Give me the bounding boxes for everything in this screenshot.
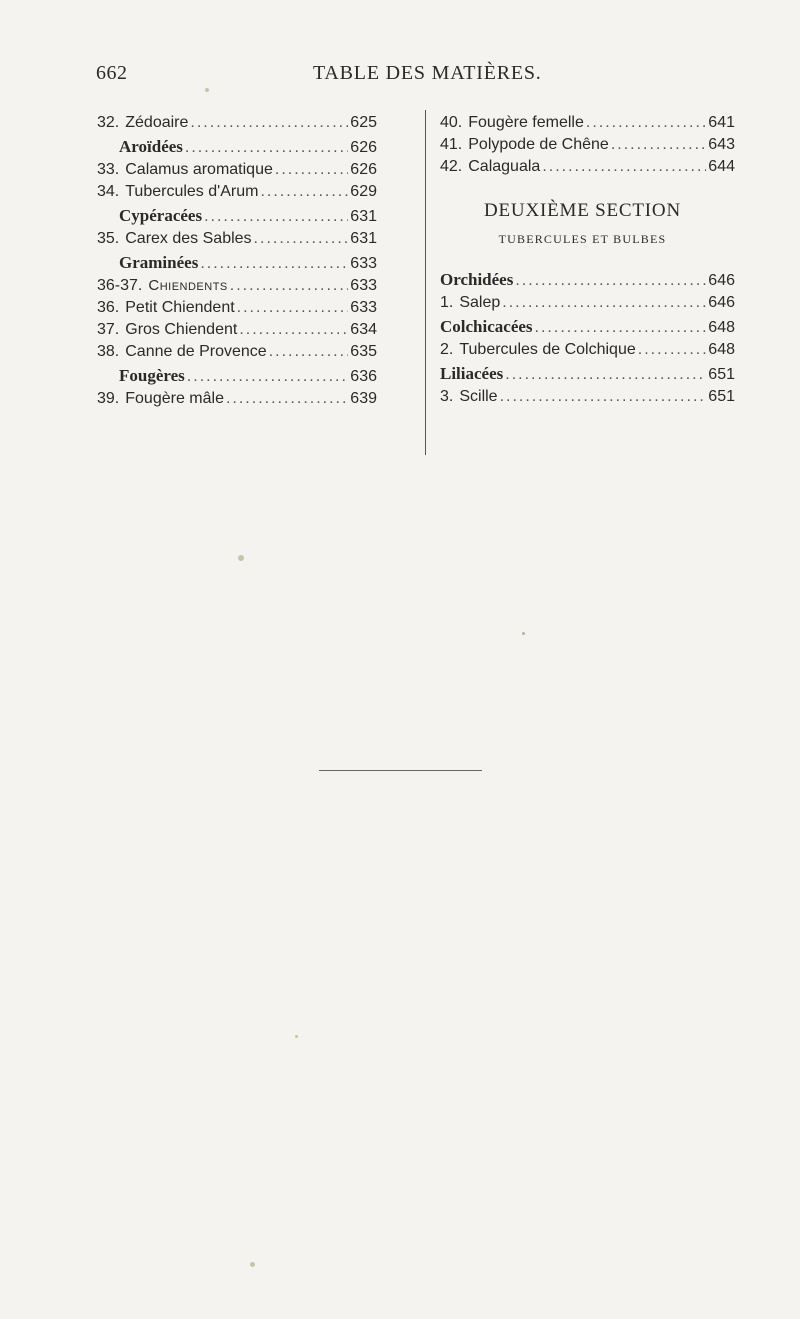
dot-leader — [502, 292, 706, 314]
toc-entry — [97, 275, 377, 297]
dot-leader — [638, 339, 707, 361]
entry-label: Tubercules d'Arum — [125, 183, 259, 200]
section-subtitle: TUBERCULES ET BULBES — [498, 232, 667, 246]
entry-label: Zédoaire — [125, 114, 189, 131]
family-label: Cypéracées — [119, 206, 203, 225]
entry-page: 641 — [708, 114, 735, 131]
entry-label: Fougère mâle — [125, 390, 224, 407]
entry-page: 633 — [350, 299, 377, 316]
toc-left-column — [97, 112, 377, 410]
toc-entry — [440, 386, 735, 408]
toc-entry — [97, 319, 377, 341]
entry-label: Salep — [459, 294, 501, 311]
entry-number: 39. — [97, 390, 120, 407]
entry-page: 633 — [350, 277, 377, 294]
entry-page: 639 — [350, 390, 377, 407]
entry-number: 33. — [97, 161, 120, 178]
dot-leader — [500, 386, 707, 408]
toc-entry — [440, 339, 735, 361]
entry-label: Canne de Provence — [125, 343, 267, 360]
family-label: Colchicacées — [440, 317, 533, 336]
toc-entry — [97, 388, 377, 410]
toc-entry — [97, 181, 377, 203]
dot-leader — [226, 388, 348, 410]
dot-leader — [275, 159, 348, 181]
entry-page: 631 — [350, 208, 377, 225]
entry-page: 651 — [708, 388, 735, 405]
entry-page: 629 — [350, 183, 377, 200]
dot-leader — [260, 181, 348, 203]
entry-number: 41. — [440, 136, 463, 153]
entry-page: 636 — [350, 368, 377, 385]
entry-page: 643 — [708, 136, 735, 153]
entry-number: 2. — [440, 341, 454, 358]
toc-family-heading — [440, 267, 735, 292]
entry-number: 32. — [97, 114, 120, 131]
family-label: Liliacées — [440, 364, 504, 383]
entry-label: Calaguala — [468, 158, 541, 175]
dot-leader — [535, 315, 707, 339]
entry-label: Chiendents — [148, 277, 228, 294]
entry-page: 634 — [350, 321, 377, 338]
entry-number: 3. — [440, 388, 454, 405]
entry-label: Carex des Sables — [125, 230, 252, 247]
paper-speck — [295, 1035, 298, 1038]
dot-leader — [190, 112, 348, 134]
toc-entry — [440, 292, 735, 314]
dot-leader — [586, 112, 706, 134]
dot-leader — [204, 204, 348, 228]
dot-leader — [515, 268, 706, 292]
toc-entry — [97, 341, 377, 363]
toc-entry — [440, 156, 735, 178]
toc-entry — [440, 112, 735, 134]
entry-page: 626 — [350, 161, 377, 178]
entry-page: 626 — [350, 139, 377, 156]
family-label: Orchidées — [440, 270, 514, 289]
column-divider — [425, 110, 426, 455]
toc-family-heading — [440, 314, 735, 339]
paper-speck — [205, 88, 209, 92]
entry-number: 38. — [97, 343, 120, 360]
dot-leader — [505, 362, 706, 386]
entry-page: 631 — [350, 230, 377, 247]
toc-entry — [97, 297, 377, 319]
paper-speck — [522, 632, 525, 635]
entry-page: 625 — [350, 114, 377, 131]
dot-leader — [254, 228, 349, 250]
paper-speck — [250, 1262, 255, 1267]
toc-family-heading — [440, 361, 735, 386]
family-label: Graminées — [119, 253, 199, 272]
dot-leader — [269, 341, 349, 363]
entry-label: Tubercules de Colchique — [459, 341, 636, 358]
toc-family-heading — [97, 363, 377, 388]
dot-leader — [542, 156, 706, 178]
paper-speck — [238, 555, 244, 561]
toc-entry — [97, 228, 377, 250]
entry-page: 648 — [708, 319, 735, 336]
entry-label: Fougère femelle — [468, 114, 584, 131]
dot-leader — [237, 297, 349, 319]
entry-label: Calamus aromatique — [125, 161, 273, 178]
dot-leader — [611, 134, 706, 156]
end-rule — [319, 770, 482, 771]
dot-leader — [239, 319, 348, 341]
entry-number: 34. — [97, 183, 120, 200]
entry-label: Scille — [459, 388, 498, 405]
toc-entry — [97, 159, 377, 181]
entry-number: 40. — [440, 114, 463, 131]
dot-leader — [187, 364, 349, 388]
entry-number: 1. — [440, 294, 454, 311]
entry-number: 35. — [97, 230, 120, 247]
entry-number: 42. — [440, 158, 463, 175]
toc-family-heading — [97, 203, 377, 228]
dot-leader — [185, 135, 348, 159]
page-header — [0, 62, 800, 92]
dot-leader — [200, 251, 348, 275]
entry-page: 648 — [708, 341, 735, 358]
entry-page: 633 — [350, 255, 377, 272]
toc-family-heading — [97, 250, 377, 275]
entry-page: 635 — [350, 343, 377, 360]
entry-number: 36. — [97, 299, 120, 316]
entry-page: 646 — [708, 272, 735, 289]
entry-label: Gros Chiendent — [125, 321, 238, 338]
entry-label: Polypode de Chêne — [468, 136, 609, 153]
entry-label: Petit Chiendent — [125, 299, 235, 316]
entry-page: 651 — [708, 366, 735, 383]
dot-leader — [230, 275, 349, 297]
section-title: DEUXIÈME SECTION — [484, 200, 681, 221]
toc-right-column — [440, 112, 735, 408]
entry-page: 644 — [708, 158, 735, 175]
entry-number: 36-37. — [97, 277, 143, 294]
family-label: Aroïdées — [119, 137, 183, 156]
page-number: 662 — [96, 62, 128, 84]
toc-entry — [97, 112, 377, 134]
running-title: TABLE DES MATIÈRES. — [313, 62, 542, 84]
entry-number: 37. — [97, 321, 120, 338]
toc-family-heading — [97, 134, 377, 159]
entry-page: 646 — [708, 294, 735, 311]
family-label: Fougères — [119, 366, 185, 385]
toc-entry — [440, 134, 735, 156]
